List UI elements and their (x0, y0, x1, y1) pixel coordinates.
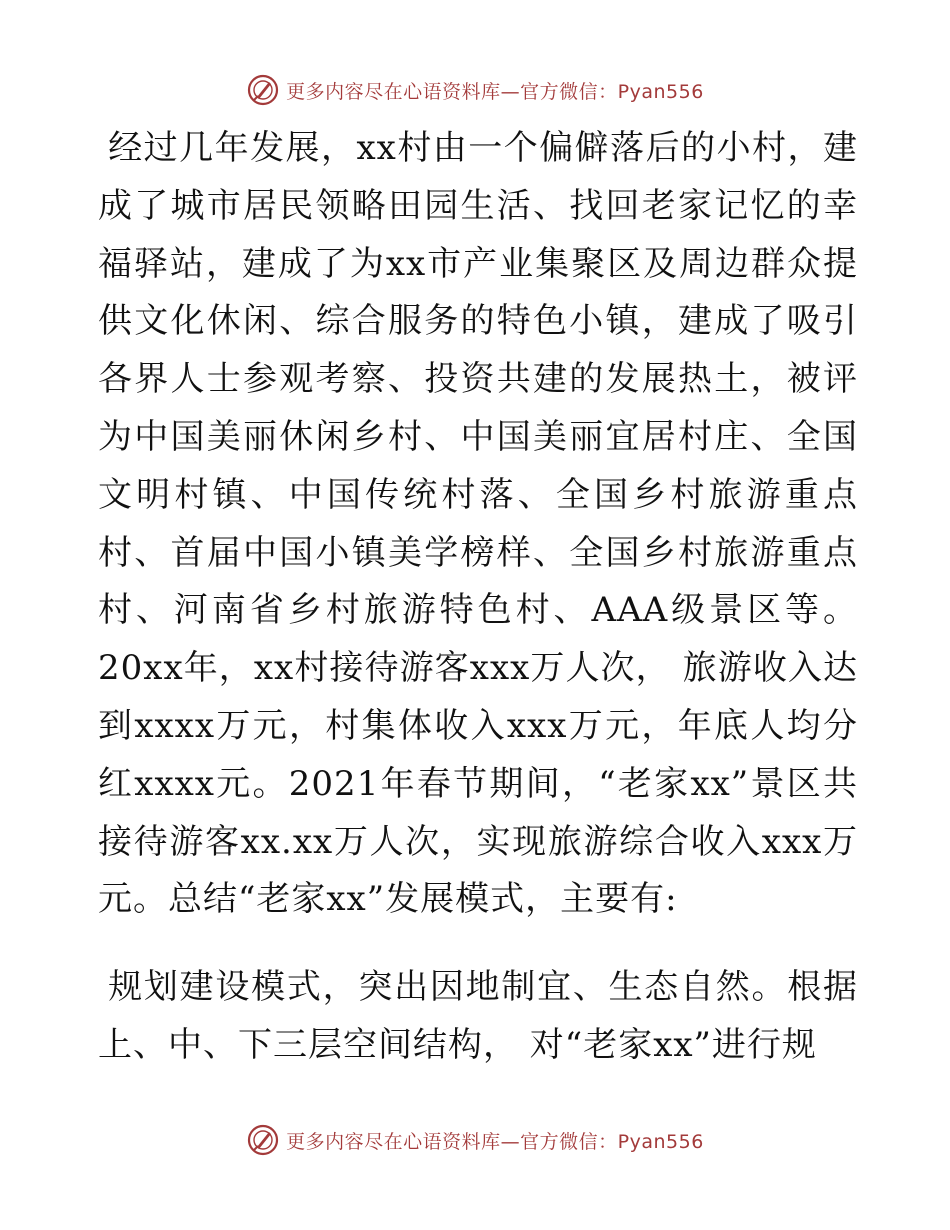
paragraph-2: 规划建设模式，突出因地制宜、生态自然。根据上、中、下三层空间结构， 对“老家xx”进行规 (98, 967, 858, 1065)
quill-seal-icon (246, 1123, 280, 1157)
document-body (98, 120, 858, 1075)
watermark-text: 更多内容尽在心语资料库—官方微信：Pyan556 (286, 1130, 704, 1153)
paragraph-1: 经过几年发展，xx村由一个偏僻落后的小村，建成了城市居民领略田园生活、找回老家记忆的幸福驿站，建成了为xx市产业集聚区及周边群众提供文化休闲、综合服务的特色小镇，建成了吸引各界人士参观考察、投资共建的发展热土，被评为中国美丽休闲乡村、中国美丽宜居村庄、全国文明村镇、中国传统村落、全国乡村旅游重点村、首届中国小镇美学榜样、全国乡村旅游重点村、河南省乡村旅游特色村、AAA级景区等。20xx年，xx村接待游客xxx万人次， 旅游收入达到xxxx万元，村集体收入xxx万元，年底人均分红xxxx元。2021年春节期间，“老家xx”景区共接待游客xx.xx万人次，实现旅游综合收入xxx万元。总结“老家xx”发展模式，主要有: (98, 128, 858, 920)
watermark-banner-bottom (0, 1120, 950, 1160)
watermark-text: 更多内容尽在心语资料库—官方微信：Pyan556 (286, 80, 704, 103)
quill-seal-icon (246, 73, 280, 107)
watermark-banner-top (0, 70, 950, 110)
